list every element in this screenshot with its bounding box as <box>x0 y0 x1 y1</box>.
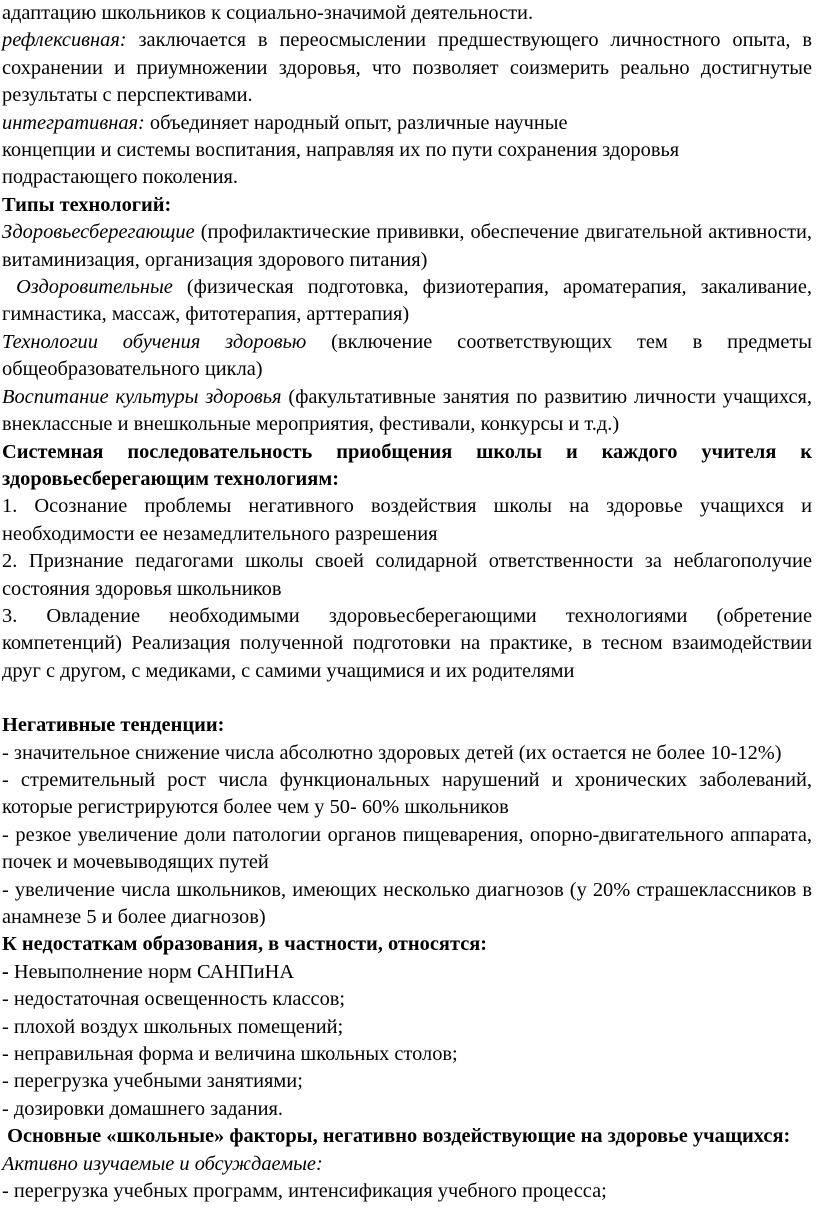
tech-types-heading: Типы технологий: <box>2 193 172 216</box>
negative-heading: Негативные тенденции: <box>2 714 225 737</box>
sequence-item: 1. Осознание проблемы негативного воздействия школы на здоровье учащихся и необходимости ее незамедлительного разрешения <box>2 495 812 545</box>
tech-type-term: Оздоровительные <box>16 276 173 299</box>
shortcoming-dash: - <box>2 960 14 983</box>
integrative-line-2: концепции и системы воспитания, направляя их по пути сохранения здоровья подрастающего поколения. <box>2 139 680 189</box>
tech-type-text: (включение соответствующих тем в предметы общеобразовательного цикла) <box>2 330 812 381</box>
shortcoming-text: Невыполнение норм САНПиНА <box>13 960 295 983</box>
negative-item: - значительное снижение числа абсолютно здоровых детей (их остается не более 10-12%) <box>2 741 782 764</box>
integrative-term: интегративная: <box>2 111 145 134</box>
tech-type-text: (физическая подготовка, физиотерапия, ароматерапия, закаливание, гимнастика, массаж, фитотерапия, арттерапия) <box>2 276 812 326</box>
reflexive-text: заключается в переосмыслении предшествующего личностного опыта, в сохранении и приумножении здоровья, что позволяет соизмерить реально достигнутые результаты с перспективами. <box>2 29 812 107</box>
negative-item: - резкое увеличение доли патологии органов пищеварения, опорно-двигательного аппарата, почек и мочевыводящих путей <box>2 823 812 874</box>
reflexive-paragraph <box>2 27 812 109</box>
school-factors-heading-text: Основные «школьные» факторы, негативно воздействующие на здоровье учащихся: <box>7 1125 791 1148</box>
shortcoming-item: - дозировки домашнего задания. <box>2 1097 283 1120</box>
shortcoming-item: - недостаточная освещенность классов; <box>2 988 346 1011</box>
negative-item: - стремительный рост числа функциональных нарушений и хронических заболеваний, которые регистрируются более чем у 50- 60% школьников <box>2 768 812 819</box>
tech-type-text: (факультативные занятия по развитию личности учащихся, внеклассные и внешкольные мероприятия, фестивали, конкурсы и т.д.) <box>2 385 813 436</box>
sequence-heading: Системная последовательность приобщения школы и каждого учителя к здоровьесберегающим технологиям: <box>2 440 812 490</box>
tech-type-term: Здоровьесберегающие <box>2 221 195 244</box>
school-factors-heading <box>2 1123 812 1150</box>
shortcoming-item: - неправильная форма и величина школьных столов; <box>2 1043 458 1066</box>
school-factors-subheading: Активно изучаемые и обсуждаемые: <box>2 1152 323 1175</box>
sequence-item: 3. Овладение необходимыми здоровьесберегающими технологиями (обретение компетенций) Реализация полученной подготовки на практике, в тесном взаимодействии друг с другом, с медиками, с самими учащимися и их родителями <box>2 604 812 682</box>
school-factor-item: - перегрузка учебных программ, интенсификация учебного процесса; <box>2 1180 607 1203</box>
integrative-line-1 <box>2 110 812 137</box>
tech-type-text: (профилактические прививки, обеспечение двигательной активности, витаминизация, организация здорового питания) <box>2 221 812 271</box>
shortcomings-heading: К недостаткам образования, в частности, относятся: <box>2 933 488 956</box>
shortcoming-item: - плохой воздух школьных помещений; <box>2 1015 344 1038</box>
tech-type-item <box>2 384 812 439</box>
shortcoming-item: - перегрузка учебными занятиями; <box>2 1070 303 1093</box>
tech-type-term: Технологии обучения здоровью <box>2 330 307 353</box>
tech-type-item <box>2 219 812 274</box>
tech-type-item <box>2 274 812 329</box>
reflexive-term: рефлексивная: <box>2 29 127 52</box>
blank-line <box>2 685 812 712</box>
integrative-text-line1: объединяет народный опыт, различные научные <box>144 111 568 134</box>
negative-item: - увеличение числа школьников, имеющих несколько диагнозов (у 20% страшеклассников в анамнезе 5 и более диагнозов) <box>2 878 812 928</box>
tech-type-term: Воспитание культуры здоровья <box>2 385 282 408</box>
shortcoming-item <box>2 959 812 986</box>
tech-type-item <box>2 329 812 384</box>
sequence-item: 2. Признание педагогами школы своей солидарной ответственности за неблагополучие состояния здоровья школьников <box>2 550 812 600</box>
intro-continuation: адаптацию школьников к социально-значимой деятельности. <box>2 2 534 24</box>
